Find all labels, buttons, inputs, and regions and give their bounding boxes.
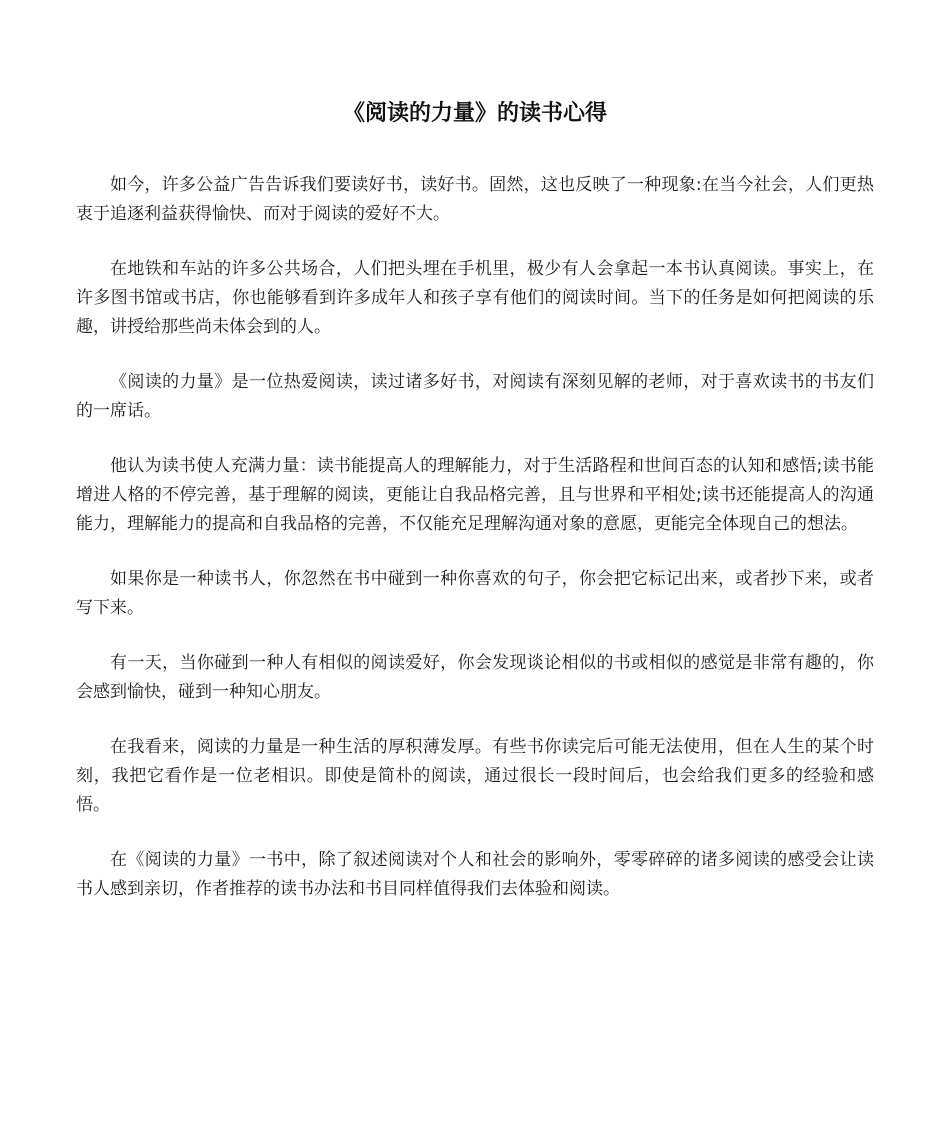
paragraph: 在地铁和车站的许多公共场合，人们把头埋在手机里，极少有人会拿起一本书认真阅读。事实上，在许多图书馆或书店，你也能够看到许多成年人和孩子享有他们的阅读时间。当下的任务是如何把阅读的乐趣，讲授给那些尚未体会到的人。 (76, 259, 874, 337)
document-title: 《阅读的力量》的读书心得 (342, 101, 607, 126)
paragraph: 《阅读的力量》是一位热爱阅读，读过诸多好书，对阅读有深刻见解的老师，对于喜欢读书的书友们的一席话。 (76, 372, 874, 421)
document-page (76, 94, 874, 930)
paragraph: 有一天，当你碰到一种人有相似的阅读爱好，你会发现谈论相似的书或相似的感觉是非常有趣的，你会感到愉快，碰到一种知心朋友。 (76, 653, 874, 702)
paragraph: 他认为读书使人充满力量：读书能提高人的理解能力，对于生活路程和世间百态的认知和感悟;读书能增进人格的不停完善，基于理解的阅读，更能让自我品格完善，且与世界和平相处;读书还能提高人的沟通能力，理解能力的提高和自我品格的完善，不仅能充足理解沟通对象的意愿，更能完全体现自己的想法。 (76, 456, 874, 534)
paragraph: 如果你是一种读书人，你忽然在书中碰到一种你喜欢的句子，你会把它标记出来，或者抄下来，或者写下来。 (76, 569, 874, 618)
paragraph: 如今，许多公益广告告诉我们要读好书，读好书。固然，这也反映了一种现象:在当今社会，人们更热衷于追逐利益获得愉快、而对于阅读的爱好不大。 (76, 175, 874, 224)
paragraph: 在《阅读的力量》一书中，除了叙述阅读对个人和社会的影响外，零零碎碎的诸多阅读的感受会让读书人感到亲切，作者推荐的读书办法和书目同样值得我们去体验和阅读。 (76, 850, 874, 899)
paragraph: 在我看来，阅读的力量是一种生活的厚积薄发厚。有些书你读完后可能无法使用，但在人生的某个时刻，我把它看作是一位老相识。即使是简朴的阅读，通过很长一段时间后，也会给我们更多的经验和感悟。 (76, 737, 874, 815)
